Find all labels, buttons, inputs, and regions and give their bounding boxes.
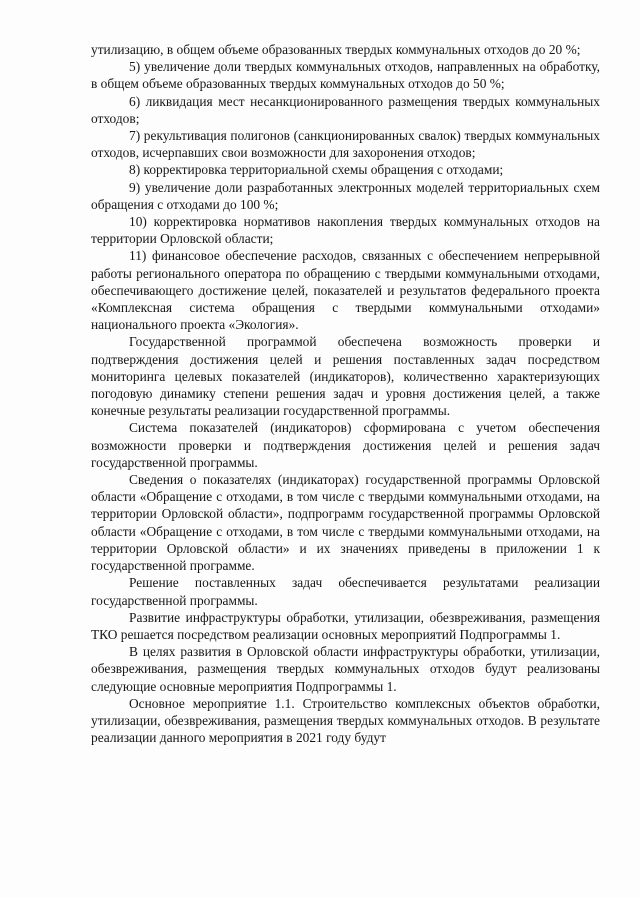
list-item-10: 10) корректировка нормативов накопления твердых коммунальных отходов на территории Орловской области; <box>91 214 600 247</box>
list-item-8: 8) корректировка территориальной схемы обращения с отходами; <box>129 162 504 178</box>
list-item-6: 6) ликвидация мест несанкционированного размещения твердых коммунальных отходов; <box>91 93 600 126</box>
paragraph-monitoring: Государственной программой обеспечена возможность проверки и подтверждения достижения целей и решения поставленных задач посредством мониторинга целевых показателей (индикаторов), количественно характеризующих погодовую динамику степени решения задач и уровня достижения целей, а также конечные результаты реализации государственной программы. <box>91 334 600 419</box>
paragraph-continuation: утилизацию, в общем объеме образованных твердых коммунальных отходов до 20 %; <box>91 42 581 57</box>
paragraph-indicators-info: Сведения о показателях (индикаторах) государственной программы Орловской области «Обращение с отходами, в том числе с твердыми коммунальными отходами, на территории Орловской области», подпрограмм государственной программы Орловской области «Обращение с отходами, в том числе с твердыми коммунальными отходами, на территории Орловской области» и их значениях приведены в приложении 1 к государственной программе. <box>91 472 600 574</box>
list-item-9: 9) увеличение доли разработанных электронных моделей территориальных схем обращения с отходами до 100 %; <box>91 179 600 212</box>
paragraph-development: В целях развития в Орловской области инфраструктуры обработки, утилизации, обезвреживания, размещения твердых коммунальных отходов будут реализованы следующие основные мероприятия Подпрограммы 1. <box>91 644 600 694</box>
list-item-7: 7) рекультивация полигонов (санкционированных свалок) твердых коммунальных отходов, исчерпавших свои возможности для захоронения отходов; <box>91 128 600 161</box>
paragraph-infrastructure: Развитие инфраструктуры обработки, утилизации, обезвреживания, размещения ТКО решается посредством реализации основных мероприятий Подпрограммы 1. <box>91 609 600 642</box>
paragraph-main-activity-1-1: Основное мероприятие 1.1. Строительство комплексных объектов обработки, утилизации, обезвреживания, размещения твердых коммунальных отходов. В результате реализации данного мероприятия в 2021 году будут <box>91 695 600 746</box>
paragraph-indicators-system: Система показателей (индикаторов) сформирована с учетом обеспечения возможности проверки и подтверждения достижения целей и решения задач государственной программы. <box>91 420 600 470</box>
paragraph-tasks-solution: Решение поставленных задач обеспечивается результатами реализации государственной программы. <box>91 575 600 608</box>
list-item-5: 5) увеличение доли твердых коммунальных отходов, направленных на обработку, в общем объеме образованных твердых коммунальных отходов до 50 %; <box>91 59 600 92</box>
list-item-11: 11) финансовое обеспечение расходов, связанных с обеспечением непрерывной работы регионального оператора по обращению с твердыми коммунальными отходами, обеспечивающего достижение целей, показателей и результатов федерального проекта «Комплексная система обращения с твердыми коммунальными отходами» национального проекта «Экология». <box>91 248 600 333</box>
